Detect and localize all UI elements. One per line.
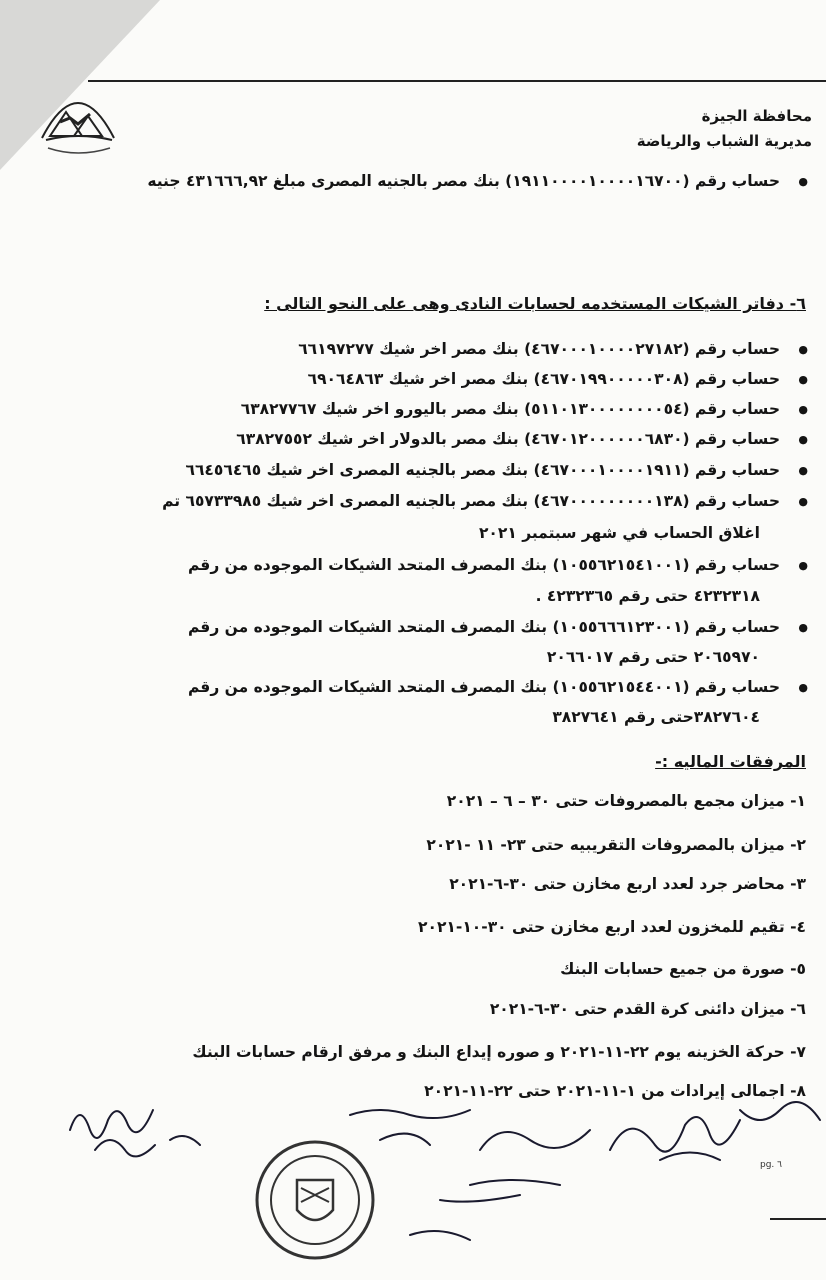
signature-right bbox=[610, 1102, 820, 1160]
list-item: ● حساب رقم (٤٦٧٠٠٠١٠٠٠٠١٩١١) بنك مصر بالجنيه المصرى اخر شيك ٦٦٤٥٦٤٦٥ bbox=[40, 461, 806, 479]
list-item: ● حساب رقم (٤٦٧٠١٢٠٠٠٠٠٠٦٨٣٠) بنك مصر بالدولار اخر شيك ٦٣٨٢٧٥٥٢ bbox=[40, 430, 806, 448]
attachment-item: ٢- ميزان بالمصروفات التقريبيه حتى ٢٣- ١١ -٢٠٢١ bbox=[426, 836, 806, 854]
list-item-continuation: ٤٢٣٢٣١٨ حتى رقم ٤٢٣٢٣٦٥ . bbox=[535, 587, 760, 605]
directorate-name: مديرية الشباب والرياضة bbox=[636, 132, 812, 150]
footer-rule bbox=[770, 1218, 826, 1220]
list-item-continuation: اغلاق الحساب في شهر سبتمبر ٢٠٢١ bbox=[478, 524, 760, 542]
list-item: ● حساب رقم (٤٦٧٠٠٠١٠٠٠٠٢٧١٨٢) بنك مصر اخر شيك ٦٦١٩٧٢٧٧ bbox=[40, 340, 806, 358]
signature-center-top bbox=[350, 1110, 470, 1145]
list-item: ● حساب رقم (١٠٥٥٦٢١٥٤١٠٠١) بنك المصرف المتحد الشيكات الموجوده من رقم bbox=[40, 556, 806, 574]
list-item: ● حساب رقم (٤٦٧٠٠٠٠٠٠٠٠٠١٣٨) بنك مصر بالجنيه المصرى اخر شيك ٦٥٧٣٣٩٨٥ تم bbox=[40, 492, 806, 510]
attachment-item: ٧- حركة الخزينه يوم ٢٢-١١-٢٠٢١ و صوره إيداع البنك و مرفق ارقام حسابات البنك bbox=[192, 1043, 806, 1061]
governorate-name: محافظة الجيزة bbox=[701, 107, 812, 125]
letterhead bbox=[637, 104, 812, 154]
section6-heading: ٦- دفاتر الشيكات المستخدمه لحسابات النادى وهى على النحو التالى : bbox=[264, 294, 806, 313]
list-item: ● حساب رقم (١٠٥٥٦٦٦١٢٣٠٠١) بنك المصرف المتحد الشيكات الموجوده من رقم bbox=[40, 618, 806, 636]
attachment-item: ٤- تقيم للمخزون لعدد اربع مخازن حتى ٣٠-١٠-٢٠٢١ bbox=[418, 918, 806, 936]
list-item-continuation: ٢٠٦٥٩٧٠ حتى رقم ٢٠٦٦٠١٧ bbox=[546, 648, 760, 666]
signature-left bbox=[70, 1110, 200, 1156]
giza-governorate-logo bbox=[30, 78, 126, 164]
attachment-item: ٨- اجمالى إيرادات من ١-١١-٢٠٢١ حتى ٢٢-١١-٢٠٢١ bbox=[424, 1082, 806, 1100]
list-item-continuation: ٣٨٢٧٦٠٤حتى رقم ٣٨٢٧٦٤١ bbox=[552, 708, 760, 726]
list-item: ● حساب رقم (٤٦٧٠١٩٩٠٠٠٠٠٣٠٨) بنك مصر اخر شيك ٦٩٠٦٤٨٦٣ bbox=[40, 370, 806, 388]
signatures-area bbox=[0, 1090, 826, 1280]
page-number: pg. ٦ bbox=[760, 1160, 782, 1170]
attachment-item: ٣- محاضر جرد لعدد اربع مخازن حتى ٣٠-٦-٢٠٢١ bbox=[449, 875, 806, 893]
signature-center bbox=[410, 1130, 590, 1240]
attachment-item: ٦- ميزان دائنى كرة القدم حتى ٣٠-٦-٢٠٢١ bbox=[489, 1000, 806, 1018]
attachment-item: ١- ميزان مجمع بالمصروفات حتى ٣٠ – ٦ – ٢٠٢١ bbox=[446, 792, 806, 810]
club-seal bbox=[257, 1142, 373, 1258]
header-rule bbox=[88, 80, 826, 82]
attachments-heading: المرفقات الماليه :- bbox=[655, 752, 806, 771]
attachment-item: ٥- صورة من جميع حسابات البنك bbox=[560, 960, 806, 978]
list-item: ● حساب رقم (٥١١٠١٣٠٠٠٠٠٠٠٠٥٤) بنك مصر باليورو اخر شيك ٦٣٨٢٧٧٦٧ bbox=[40, 400, 806, 418]
top-account-item: ● حساب رقم (١٩١١٠٠٠٠١٠٠٠٠١٦٧٠٠) بنك مصر بالجنيه المصرى مبلغ ٤٣١٦٦٦,٩٢ جنيه bbox=[40, 172, 806, 190]
list-item: ● حساب رقم (١٠٥٥٦٢١٥٤٤٠٠١) بنك المصرف المتحد الشيكات الموجوده من رقم bbox=[40, 678, 806, 696]
